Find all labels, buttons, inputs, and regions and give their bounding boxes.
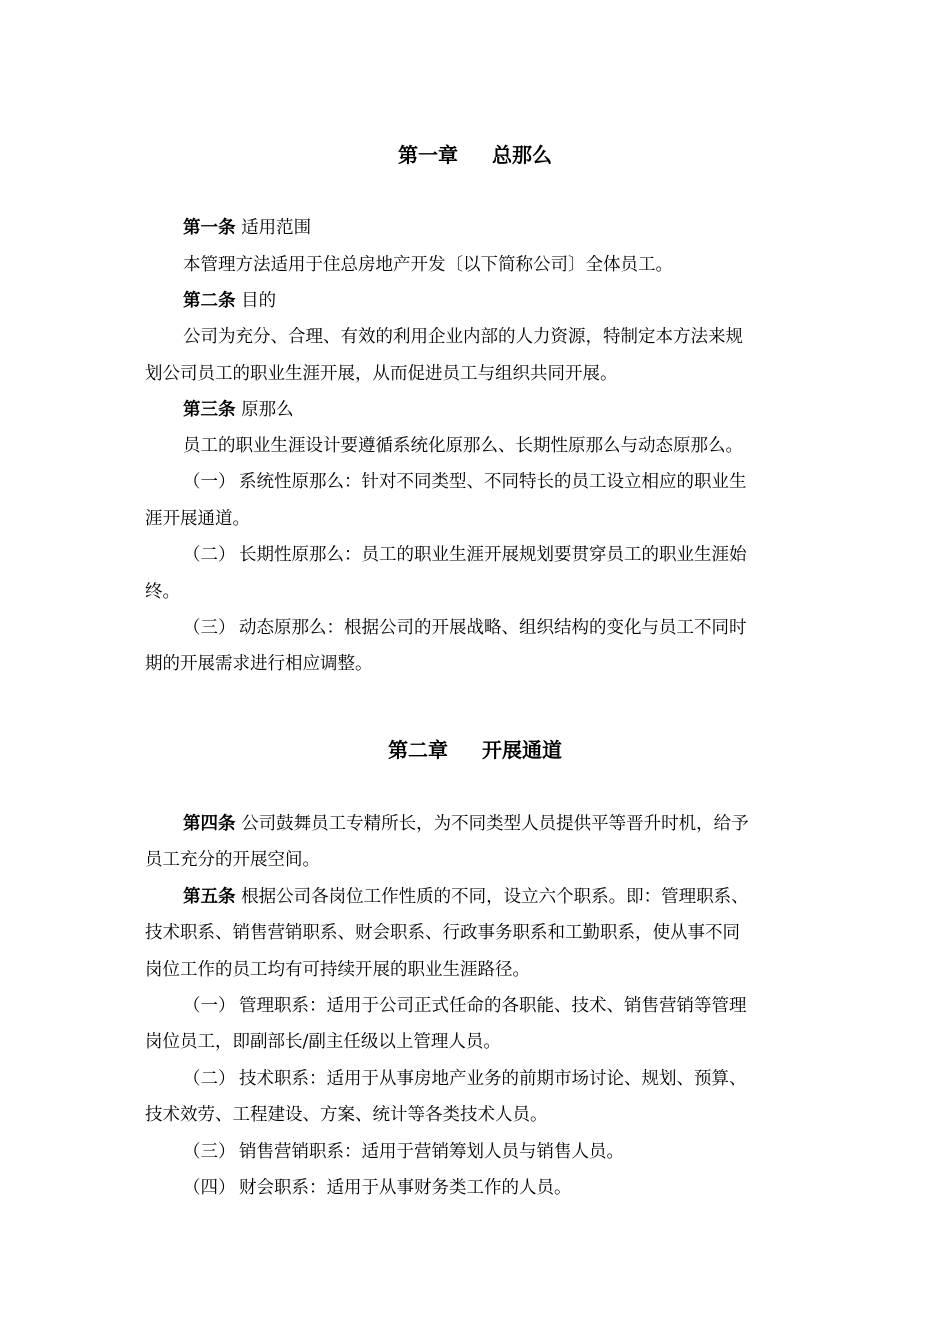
article-4-text: 公司鼓舞员工专精所长，为不同类型人员提供平等晋升时机，给予 [241,814,749,834]
article-1-heading [183,214,311,239]
article-5-line2: 技术职系、销售营销职系、财会职系、行政事务职系和工勤职系，使从事不同 [145,923,740,943]
article-5-text: 根据公司各岗位工作性质的不同，设立六个职系。即：管理职系、 [241,887,749,907]
article-1-label: 第一条 [183,218,236,238]
article-4-label: 第四条 [183,814,236,834]
article-4-line2: 员工充分的开展空间。 [145,850,320,870]
chapter-2-name: 开展通道 [482,738,562,762]
list-marker: （四） [183,1178,236,1198]
list-item-text: 财会职系：适用于从事财务类工作的人员。 [239,1178,572,1198]
article-3-item-3-line2: 期的开展需求进行相应调整。 [145,654,373,674]
article-5-item-3 [183,1138,624,1163]
article-3-item-1-line1 [183,468,747,493]
article-3-item-1-line2: 涯开展通道。 [145,509,250,529]
article-2-body-line1: 公司为充分、合理、有效的利用企业内部的人力资源，特制定本方法来规 [183,327,743,347]
article-3-item-2-line1 [183,541,747,566]
article-3-intro: 员工的职业生涯设计要遵循系统化原那么、长期性原那么与动态原那么。 [183,436,743,456]
article-5-line1 [183,883,749,908]
article-3-title: 原那么 [241,400,294,420]
article-5-item-1-line2: 岗位员工，即副部长/副主任级以上管理人员。 [145,1032,501,1052]
article-5-item-1-line1 [183,992,747,1017]
chapter-2-title [0,734,950,763]
article-5-item-2-line1 [183,1065,747,1090]
list-marker: （三） [183,1142,236,1162]
article-1-body: 本管理方法适用于住总房地产开发〔以下简称公司〕全体员工。 [183,255,673,275]
chapter-1-number: 第一章 [398,143,458,167]
chapter-2-number: 第二章 [388,738,448,762]
list-item-text: 动态原那么：根据公司的开展战略、组织结构的变化与员工不同时 [239,618,747,638]
article-3-label: 第三条 [183,400,236,420]
list-item-text: 销售营销职系：适用于营销筹划人员与销售人员。 [239,1142,624,1162]
article-3-heading [183,396,294,421]
list-item-text: 系统性原那么：针对不同类型、不同特长的员工设立相应的职业生 [239,472,747,492]
list-item-text: 管理职系：适用于公司正式任命的各职能、技术、销售营销等管理 [239,996,747,1016]
article-4-line1 [183,810,749,835]
chapter-1-name: 总那么 [492,143,552,167]
article-3-item-2-line2: 终。 [145,582,180,602]
article-3-item-3-line1 [183,614,747,639]
article-2-label: 第二条 [183,291,236,311]
list-marker: （二） [183,545,236,565]
article-5-item-2-line2: 技术效劳、工程建设、方案、统计等各类技术人员。 [145,1105,548,1125]
article-1-title: 适用范围 [241,218,312,238]
article-2-heading [183,287,276,312]
article-5-item-4 [183,1174,572,1199]
list-marker: （一） [183,472,236,492]
article-2-title: 目的 [241,291,277,311]
list-marker: （二） [183,1069,236,1089]
list-item-text: 长期性原那么：员工的职业生涯开展规划要贯穿员工的职业生涯始 [239,545,747,565]
article-5-line3: 岗位工作的员工均有可持续开展的职业生涯路径。 [145,960,530,980]
article-5-label: 第五条 [183,887,236,907]
list-item-text: 技术职系：适用于从事房地产业务的前期市场讨论、规划、预算、 [239,1069,747,1089]
chapter-1-title [0,139,950,168]
list-marker: （三） [183,618,236,638]
list-marker: （一） [183,996,236,1016]
article-2-body-line2: 划公司员工的职业生涯开展，从而促进员工与组织共同开展。 [145,364,618,384]
